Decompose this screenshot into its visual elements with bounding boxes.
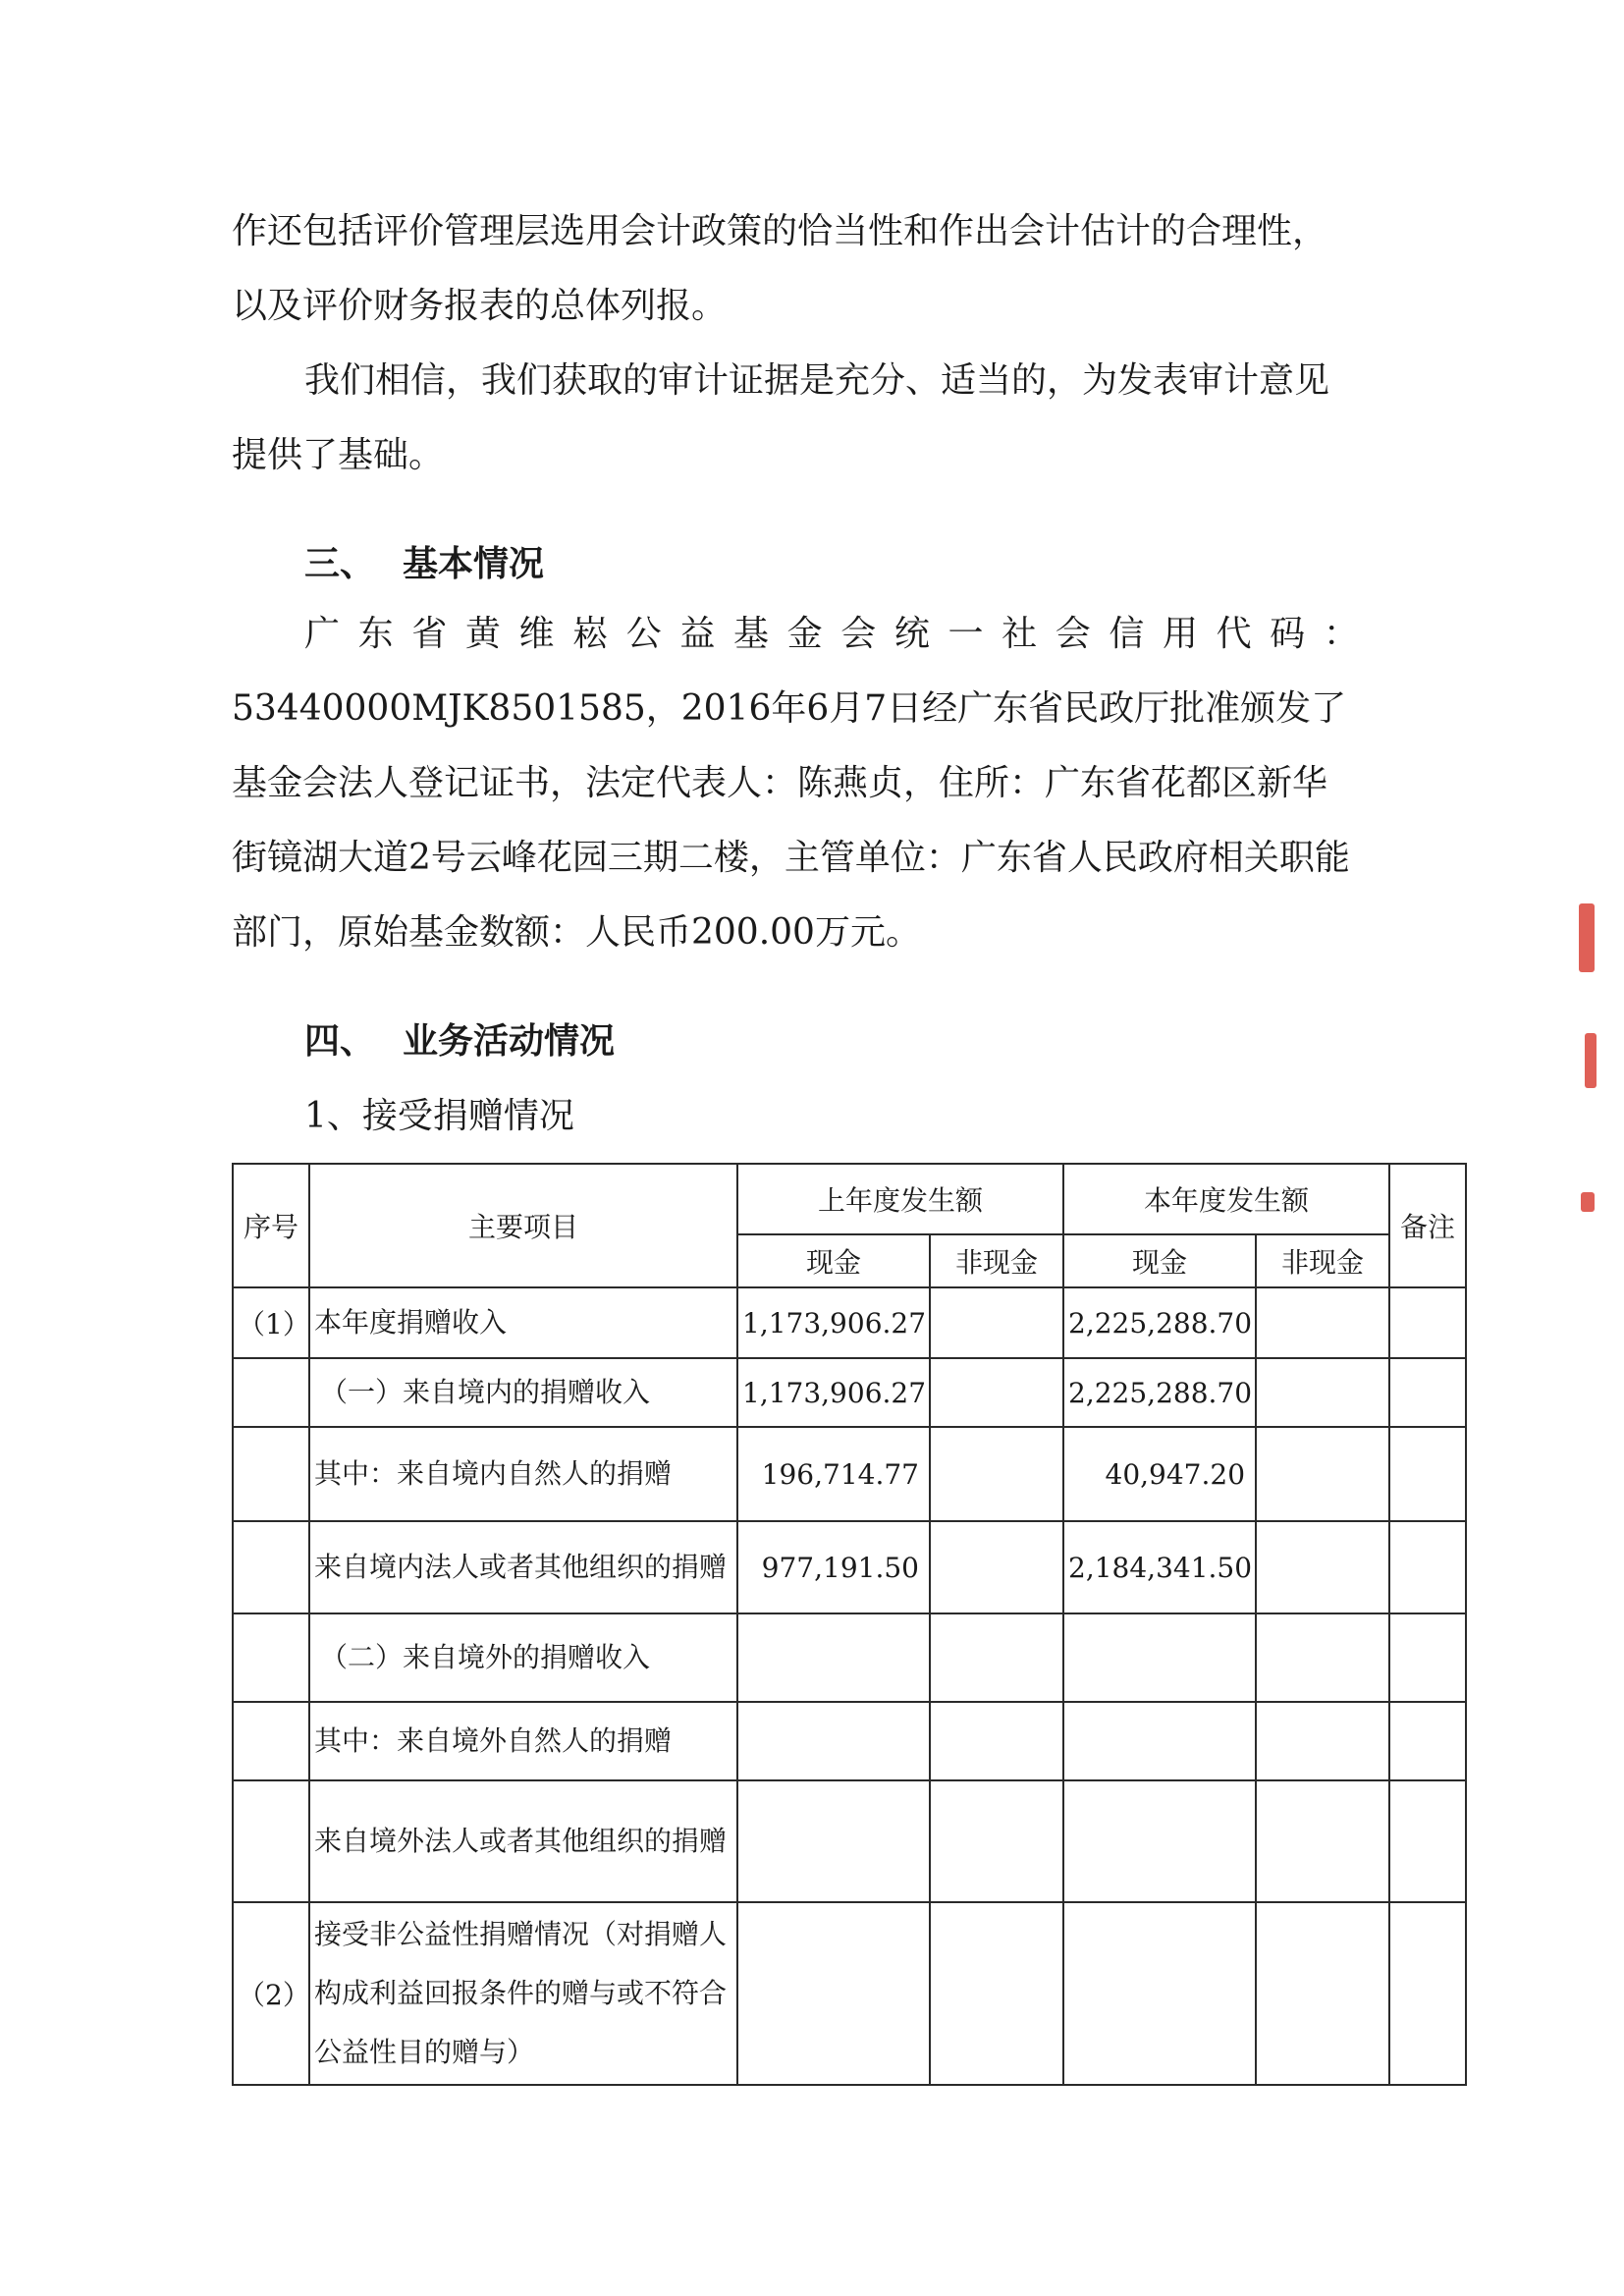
paragraph-evaluation: 作还包括评价管理层选用会计政策的恰当性和作出会计估计的合理性，以及评价财务报表的总体列报。 [232,211,1328,326]
donation-table [232,1163,1467,2086]
row-seq [233,1613,309,1702]
section-4-heading [304,1013,615,1064]
row-prev-cash: 1,173,906.27 [737,1358,930,1427]
row-prev-cash: 1,173,906.27 [737,1287,930,1358]
row-remark [1389,1613,1466,1702]
row-prev-cash [737,1902,930,2085]
row-item: 本年度捐赠收入 [309,1287,737,1358]
section-4-title: 业务活动情况 [403,1020,616,1062]
row-cur-noncash [1256,1902,1389,2085]
row-remark [1389,1780,1466,1902]
row-prev-cash [737,1613,930,1702]
section-3-heading [304,536,544,586]
row-cur-cash: 2,225,288.70 [1063,1358,1256,1427]
row-item: 其中：来自境外自然人的捐赠 [309,1702,737,1780]
row-prev-noncash [930,1780,1063,1902]
header-item: 主要项目 [309,1164,737,1287]
row-prev-noncash [930,1613,1063,1702]
section-3-number: 三、 [304,543,376,584]
table-row [233,1780,1466,1902]
header-prev-year: 上年度发生额 [737,1164,1063,1234]
table-row [233,1902,1466,2085]
row-item: 其中：来自境内自然人的捐赠 [309,1427,737,1521]
seal-fragment [1585,1033,1597,1088]
row-item: 接受非公益性捐赠情况（对捐赠人构成利益回报条件的赠与或不符合公益性目的赠与） [309,1902,737,2085]
row-item: 来自境内法人或者其他组织的捐赠 [309,1521,737,1613]
section-3-title: 基本情况 [403,543,545,584]
row-prev-cash: 977,191.50 [737,1521,930,1613]
row-prev-noncash [930,1702,1063,1780]
seal-fragment [1581,1192,1595,1212]
header-this-year: 本年度发生额 [1063,1164,1389,1234]
row-seq [233,1780,309,1902]
row-cur-noncash [1256,1287,1389,1358]
row-prev-cash [737,1702,930,1780]
row-remark [1389,1287,1466,1358]
row-cur-cash: 2,184,341.50 [1063,1521,1256,1613]
row-remark [1389,1427,1466,1521]
row-cur-noncash [1256,1613,1389,1702]
paragraph-audit-evidence: 我们相信，我们获取的审计证据是充分、适当的，为发表审计意见提供了基础。 [232,360,1330,475]
header-prev-cash: 现金 [737,1234,930,1287]
row-seq [233,1521,309,1613]
row-prev-noncash [930,1902,1063,2085]
row-prev-cash: 196,714.77 [737,1427,930,1521]
header-prev-noncash: 非现金 [930,1234,1063,1287]
row-seq [233,1427,309,1521]
subsection-donations: 1、接受捐赠情况 [304,1096,574,1136]
seal-fragment [1579,903,1595,972]
row-prev-noncash [930,1521,1063,1613]
row-seq [233,1358,309,1427]
row-item: （二）来自境外的捐赠收入 [309,1613,737,1702]
row-cur-noncash [1256,1780,1389,1902]
row-cur-cash: 40,947.20 [1063,1427,1256,1521]
row-remark [1389,1521,1466,1613]
row-seq: （1） [233,1287,309,1358]
row-cur-cash [1063,1780,1256,1902]
row-remark [1389,1902,1466,2085]
row-seq [233,1702,309,1780]
section-3-first-line: 广 东 省 黄 维 崧 公 益 基 金 会 统 一 社 会 信 用 代 码 ： [304,614,1359,654]
header-cur-noncash: 非现金 [1256,1234,1389,1287]
row-prev-noncash [930,1427,1063,1521]
row-cur-noncash [1256,1358,1389,1427]
row-cur-noncash [1256,1427,1389,1521]
section-3-rest: 53440000MJK8501585，2016年6月7日经广东省民政厅批准颁发了基金会法人登记证书，法定代表人：陈燕贞，住所：广东省花都区新华街镜湖大道2号云峰花园三期二楼，主管单位：广东省人民政府相关职能部门，原始基金数额：人民币200.00万元。 [232,688,1350,953]
table-row [233,1702,1466,1780]
table-row [233,1358,1466,1427]
row-remark [1389,1702,1466,1780]
section-3-body [232,597,1359,970]
row-prev-cash [737,1780,930,1902]
header-cur-cash: 现金 [1063,1234,1256,1287]
row-item: （一）来自境内的捐赠收入 [309,1358,737,1427]
row-cur-noncash [1256,1521,1389,1613]
row-remark [1389,1358,1466,1427]
row-cur-cash [1063,1613,1256,1702]
row-prev-noncash [930,1358,1063,1427]
table-row [233,1427,1466,1521]
row-seq: （2） [233,1902,309,2085]
section-4-number: 四、 [304,1020,376,1062]
row-item: 来自境外法人或者其他组织的捐赠 [309,1780,737,1902]
row-cur-cash: 2,225,288.70 [1063,1287,1256,1358]
table-row [233,1613,1466,1702]
row-cur-noncash [1256,1702,1389,1780]
table-row [233,1521,1466,1613]
header-remark: 备注 [1389,1164,1466,1287]
row-cur-cash [1063,1702,1256,1780]
header-seq: 序号 [233,1164,309,1287]
row-prev-noncash [930,1287,1063,1358]
table-row [233,1287,1466,1358]
row-cur-cash [1063,1902,1256,2085]
section-3-first-line-wrap [232,597,1359,672]
